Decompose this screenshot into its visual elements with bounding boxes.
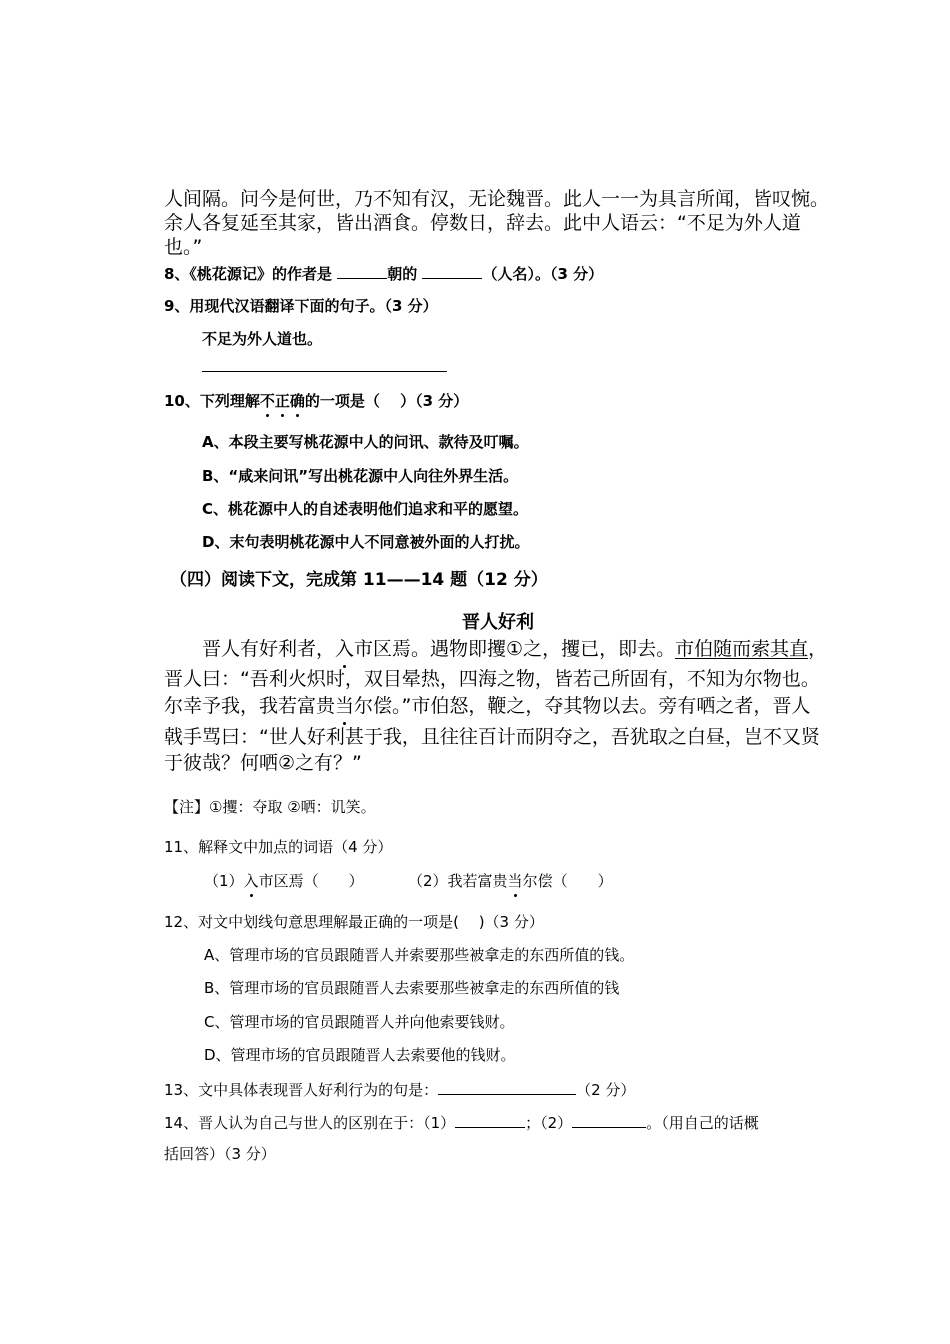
- question-12-option-d[interactable]: D、管理市场的官员跟随晋人去索要他的钱财。: [204, 1046, 516, 1064]
- dotted-char-dang: 当: [507, 872, 523, 890]
- question-8-blank-2[interactable]: [422, 261, 482, 279]
- question-14: [164, 1110, 759, 1133]
- question-8-text-c: （人名）。（3 分）: [482, 265, 604, 283]
- question-12-option-c[interactable]: C、管理市场的官员跟随晋人并向他索要钱财。: [204, 1013, 515, 1031]
- question-10-option-d[interactable]: D、末句表明桃花源中人不同意被外面的人打扰。: [202, 533, 530, 551]
- question-8-blank-1[interactable]: [337, 261, 387, 279]
- question-9-sentence: 不足为外人道也。: [202, 330, 323, 348]
- question-13: [164, 1077, 635, 1100]
- question-13-blank[interactable]: [438, 1077, 576, 1095]
- question-11-text: 市区焉（ ）: [258, 872, 364, 890]
- question-11-text: 尔偿（ ）: [522, 872, 613, 890]
- question-12-option-b[interactable]: B、管理市场的官员跟随晋人去索要那些被拿走的东西所值的钱: [204, 979, 620, 997]
- story-line-3: [164, 693, 810, 719]
- story-line-4: 戟手骂曰：“世人好利甚于我，且往往百计而阴夺之，吾犹取之白昼，岂不又贤: [164, 726, 820, 748]
- section-4-heading: （四）阅读下文，完成第 11——14 题（12 分）: [170, 570, 548, 590]
- story-text: 尔幸予我，我若富贵: [164, 695, 336, 717]
- dotted-char-dang: 当: [335, 695, 355, 717]
- question-10-dotted-char: 不: [259, 392, 275, 410]
- passage-line-3: 也。”: [164, 236, 203, 258]
- question-10-dotted-char: 正: [274, 392, 290, 410]
- question-13-text: （2 分）: [576, 1081, 636, 1099]
- question-14-blank-2[interactable]: [572, 1110, 646, 1128]
- question-11-stem: 11、解释文中加点的词语（4 分）: [164, 838, 393, 856]
- annotation-note: 【注】①攫：夺取 ②哂：讥笑。: [164, 798, 376, 816]
- story-text: 市区焉。遇物即攫①之，攫已，即去。: [354, 638, 676, 660]
- question-12-option-a[interactable]: A、管理市场的官员跟随晋人并索要那些被拿走的东西所值的钱。: [204, 946, 635, 964]
- question-10-post: 的一项是（ ）（3 分）: [304, 392, 469, 410]
- story-text: 晋人有好利者，: [202, 638, 336, 660]
- story-text: ，: [808, 638, 828, 660]
- question-13-text: 13、文中具体表现晋人好利行为的句是：: [164, 1081, 439, 1099]
- question-10-option-b[interactable]: B、“咸来问讯”写出桃花源中人向往外界生活。: [202, 467, 519, 485]
- question-12-stem: 12、对文中划线句意思理解最正确的一项是( )（3 分）: [164, 913, 544, 931]
- question-10-dotted-char: 确: [289, 392, 305, 410]
- story-line-1: [202, 636, 827, 662]
- question-10-option-c[interactable]: C、桃花源中人的自述表明他们追求和平的愿望。: [202, 500, 529, 518]
- question-8-text-a: 8、《桃花源记》的作者是: [164, 265, 332, 283]
- passage-line-2: 余人各复延至其家，皆出酒食。停数日，辞去。此中人语云：“不足为外人道: [164, 212, 801, 234]
- question-14-text: ；（2）: [525, 1114, 573, 1132]
- story-title: 晋人好利: [462, 612, 534, 633]
- question-14-blank-1[interactable]: [455, 1110, 525, 1128]
- passage-line-1: 人间隔。问今是何世，乃不知有汉，无论魏晋。此人一一为具言所闻，皆叹惋。: [164, 188, 830, 210]
- underlined-sentence: 市伯随而索其直: [675, 638, 809, 660]
- story-line-5: 于彼哉？何哂②之有？”: [164, 752, 362, 774]
- question-14-line-2: 括回答）（3 分）: [164, 1145, 276, 1163]
- question-10-pre: 10、下列理解: [164, 392, 260, 410]
- question-11-text: （1）: [204, 872, 244, 890]
- question-8: [164, 261, 603, 284]
- question-14-text: 。（用自己的话概: [646, 1114, 759, 1132]
- question-8-text-b: 朝的: [387, 265, 418, 283]
- question-9-answer-line[interactable]: [202, 371, 447, 372]
- question-9-stem: 9、用现代汉语翻译下面的句子。（3 分）: [164, 297, 438, 315]
- story-text: 尔偿。”市伯怒，鞭之，夺其物以去。旁有哂之者，晋人: [354, 695, 811, 717]
- question-14-text: 14、晋人认为自己与世人的区别在于：（1）: [164, 1114, 456, 1132]
- dotted-char-ru: 入: [243, 872, 259, 890]
- question-10-option-a[interactable]: A、本段主要写桃花源中人的问讯、款待及叮嘱。: [202, 433, 529, 451]
- question-11-part-1: [204, 870, 364, 891]
- question-11-text: （2）我若富贵: [408, 872, 508, 890]
- dotted-char-ru: 入: [335, 638, 355, 660]
- question-11-part-2: [408, 870, 613, 891]
- story-line-2: 晋人曰：“吾利火炽时，双目晕热，四海之物，皆若己所固有，不知为尔物也。: [164, 668, 820, 690]
- question-10-stem: [164, 390, 468, 411]
